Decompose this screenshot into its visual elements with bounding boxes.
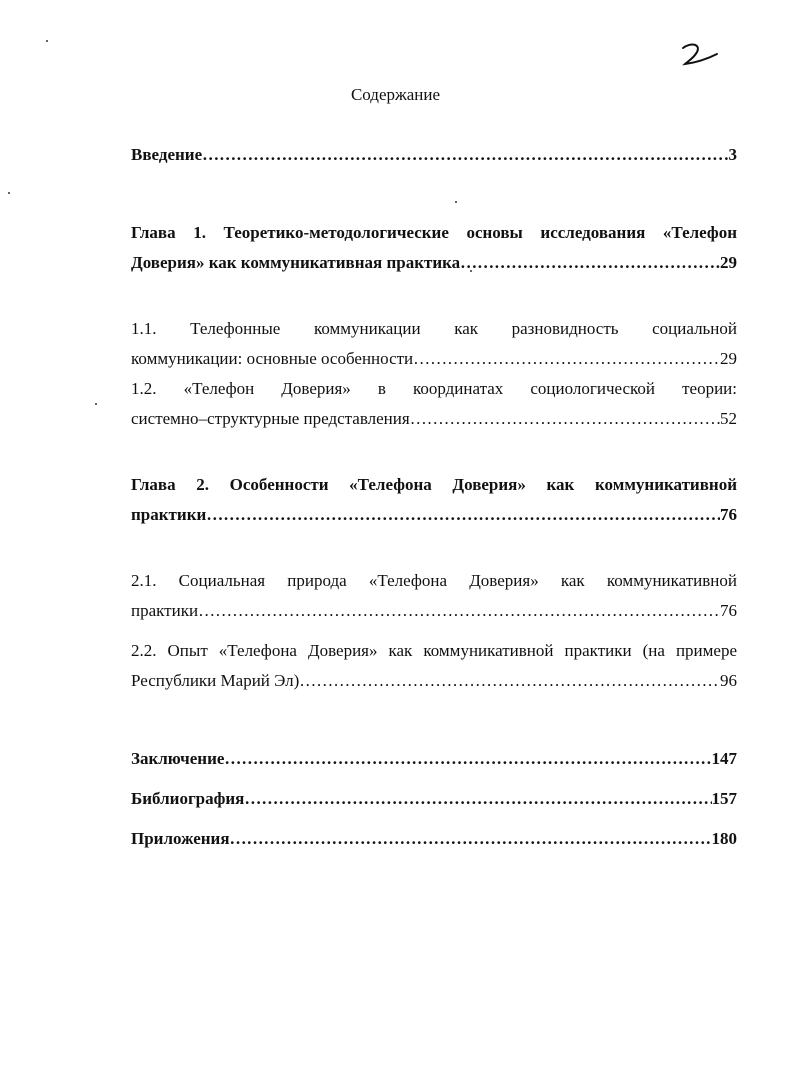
toc-page-number: 180 [711, 829, 737, 848]
scan-speck [46, 40, 48, 42]
toc-label: Приложения [131, 829, 230, 848]
toc-label: Заключение [131, 749, 225, 768]
toc-entry-bibliography [131, 784, 737, 814]
toc-label: Библиография [131, 789, 245, 808]
toc-label-line-1: 1.2. «Телефон Доверия» в координатах социологической теории: [131, 379, 737, 398]
toc-page-number: 3 [728, 145, 737, 164]
toc-page-number: 29 [720, 349, 737, 368]
leader-dots [224, 744, 711, 774]
toc-page-number: 76 [720, 505, 737, 524]
leader-dots [206, 500, 720, 530]
toc-entry-chapter-1 [131, 218, 737, 278]
leader-dots [230, 824, 712, 854]
toc-page-number: 96 [720, 671, 737, 690]
toc-label-line-1: 2.2. Опыт «Телефона Доверия» как коммуникативной практики (на примере [131, 641, 737, 660]
handwritten-page-number [677, 40, 723, 70]
scan-speck [95, 403, 97, 405]
toc-entry-section-1-2 [131, 374, 737, 434]
leader-dots [413, 344, 720, 374]
toc-label-line-1: Глава 2. Особенности «Телефона Доверия» как коммуникативной [131, 475, 737, 494]
toc-label-line-2: Доверия» как коммуникативная практика [131, 253, 461, 272]
scan-speck [8, 192, 10, 194]
toc-label: Введение [131, 145, 203, 164]
toc-page-number: 76 [720, 601, 737, 620]
toc-page-number: 157 [711, 789, 737, 808]
toc-entry-section-1-1 [131, 314, 737, 374]
leader-dots [299, 666, 720, 696]
toc-page-number: 29 [720, 253, 737, 272]
toc-label-line-1: Глава 1. Теоретико-методологические основы исследования «Телефон [131, 223, 737, 242]
toc-page-number: 52 [720, 409, 737, 428]
toc-entry-conclusion [131, 744, 737, 774]
leader-dots [198, 596, 720, 626]
toc-label-line-2: практики [131, 601, 199, 620]
toc-label-line-1: 2.1. Социальная природа «Телефона Доверия» как коммуникативной [131, 571, 737, 590]
leader-dots [460, 248, 720, 278]
table-of-contents [131, 140, 737, 854]
toc-page-number: 147 [711, 749, 737, 768]
leader-dots [202, 140, 728, 170]
toc-entry-chapter-2 [131, 470, 737, 530]
toc-entry-intro [131, 140, 737, 170]
toc-label-line-1: 1.1. Телефонные коммуникации как разновидность социальной [131, 319, 737, 338]
toc-label-line-2: практики [131, 505, 207, 524]
toc-entry-section-2-1 [131, 566, 737, 626]
toc-entry-appendices [131, 824, 737, 854]
page-title: Содержание [350, 85, 441, 104]
leader-dots [410, 404, 720, 434]
toc-entry-section-2-2 [131, 636, 737, 696]
toc-label-line-2: коммуникации: основные особенности [131, 349, 414, 368]
toc-label-line-2: Республики Марий Эл) [131, 671, 300, 690]
leader-dots [244, 784, 711, 814]
toc-label-line-2: системно–структурные представления [131, 409, 410, 428]
